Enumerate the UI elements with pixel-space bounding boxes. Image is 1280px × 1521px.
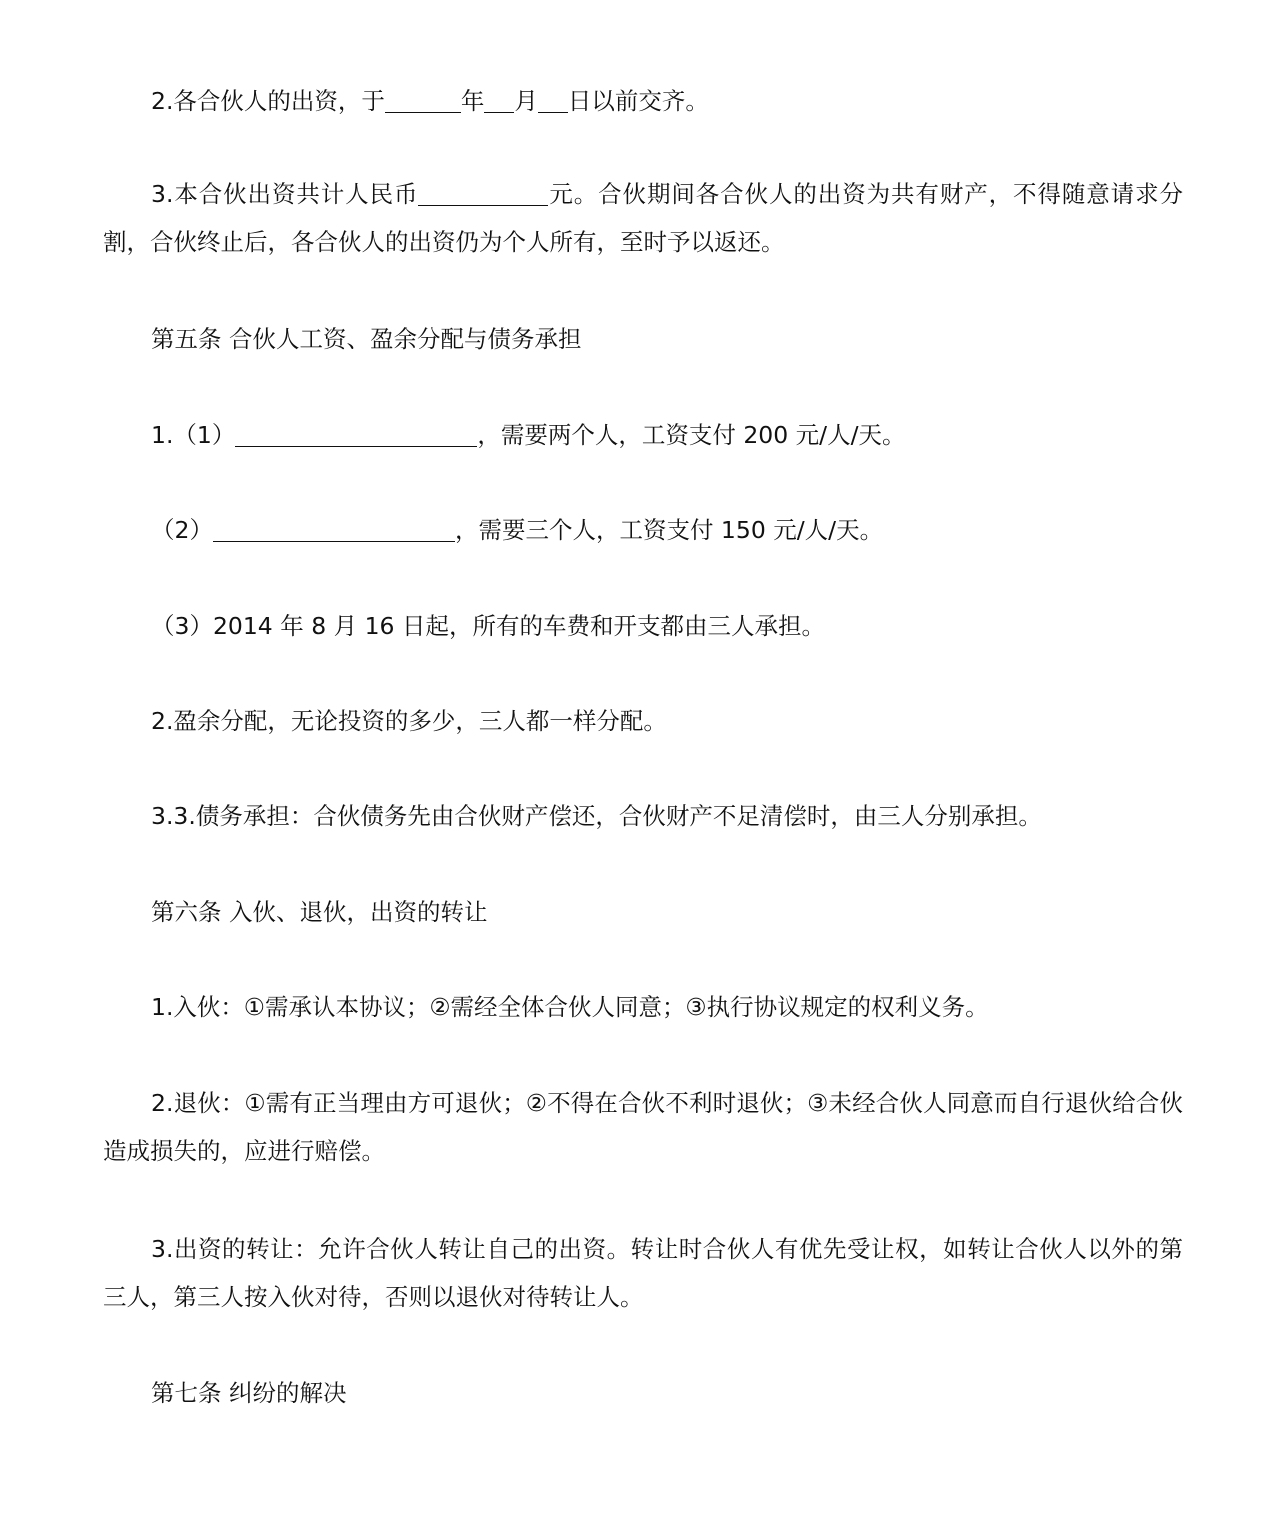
clause-5-item-1-3: （3）2014 年 8 月 16 日起，所有的车费和开支都由三人承担。 xyxy=(151,612,825,640)
clause-5-item-3: 3.3.债务承担：合伙债务先由合伙财产偿还，合伙财产不足清偿时，由三人分别承担。 xyxy=(151,802,1042,830)
clause-5-item-1-1 xyxy=(103,411,1183,459)
text-segment: 月 xyxy=(514,87,538,115)
text-segment: 日以前交齐。 xyxy=(567,87,709,115)
blank-month xyxy=(484,89,514,114)
clause-6-item-2: 2.退伙：①需有正当理由方可退伙；②不得在合伙不利时退伙；③未经合伙人同意而自行退伙给合伙造成损失的，应进行赔偿。 xyxy=(103,1089,1183,1165)
clause-5-heading: 第五条 合伙人工资、盈余分配与债务承担 xyxy=(151,325,582,353)
blank-year xyxy=(385,89,461,114)
clause-7-heading: 第七条 纠纷的解决 xyxy=(151,1379,347,1407)
blank-amount xyxy=(418,182,548,207)
text-segment: ，需要三个人，工资支付 150 元/人/天。 xyxy=(454,516,884,544)
text-segment: 年 xyxy=(460,87,485,115)
clause-5-item-2: 2.盈余分配，无论投资的多少，三人都一样分配。 xyxy=(151,707,667,735)
text-segment: （2） xyxy=(151,516,213,544)
clause-6-item-3: 3.出资的转让：允许合伙人转让自己的出资。转让时合伙人有优先受让权，如转让合伙人以外的第三人，第三人按入伙对待，否则以退伙对待转让人。 xyxy=(103,1235,1183,1311)
blank-position-1 xyxy=(235,423,477,448)
blank-day xyxy=(538,89,568,114)
blank-position-2 xyxy=(213,518,455,543)
clause-4-item-2 xyxy=(103,77,1183,125)
text-segment: 3.本合伙出资共计人民币 xyxy=(151,180,419,208)
text-segment: ，需要两个人，工资支付 200 元/人/天。 xyxy=(477,421,906,449)
text-segment: 元。合伙期间各合伙人的出资为共有财产，不得随意请求分割，合伙终止后，各合伙人的出资仍为个人所有，至时予以返还。 xyxy=(103,180,1184,256)
text-segment: 1.（1） xyxy=(151,421,236,449)
clause-4-item-3 xyxy=(103,170,1183,266)
clause-6-item-1: 1.入伙：①需承认本协议；②需经全体合伙人同意；③执行协议规定的权利义务。 xyxy=(151,993,989,1021)
clause-6-heading: 第六条 入伙、退伙，出资的转让 xyxy=(151,898,488,926)
clause-5-item-1-2 xyxy=(103,506,1183,554)
text-segment: 2.各合伙人的出资，于 xyxy=(151,87,385,115)
